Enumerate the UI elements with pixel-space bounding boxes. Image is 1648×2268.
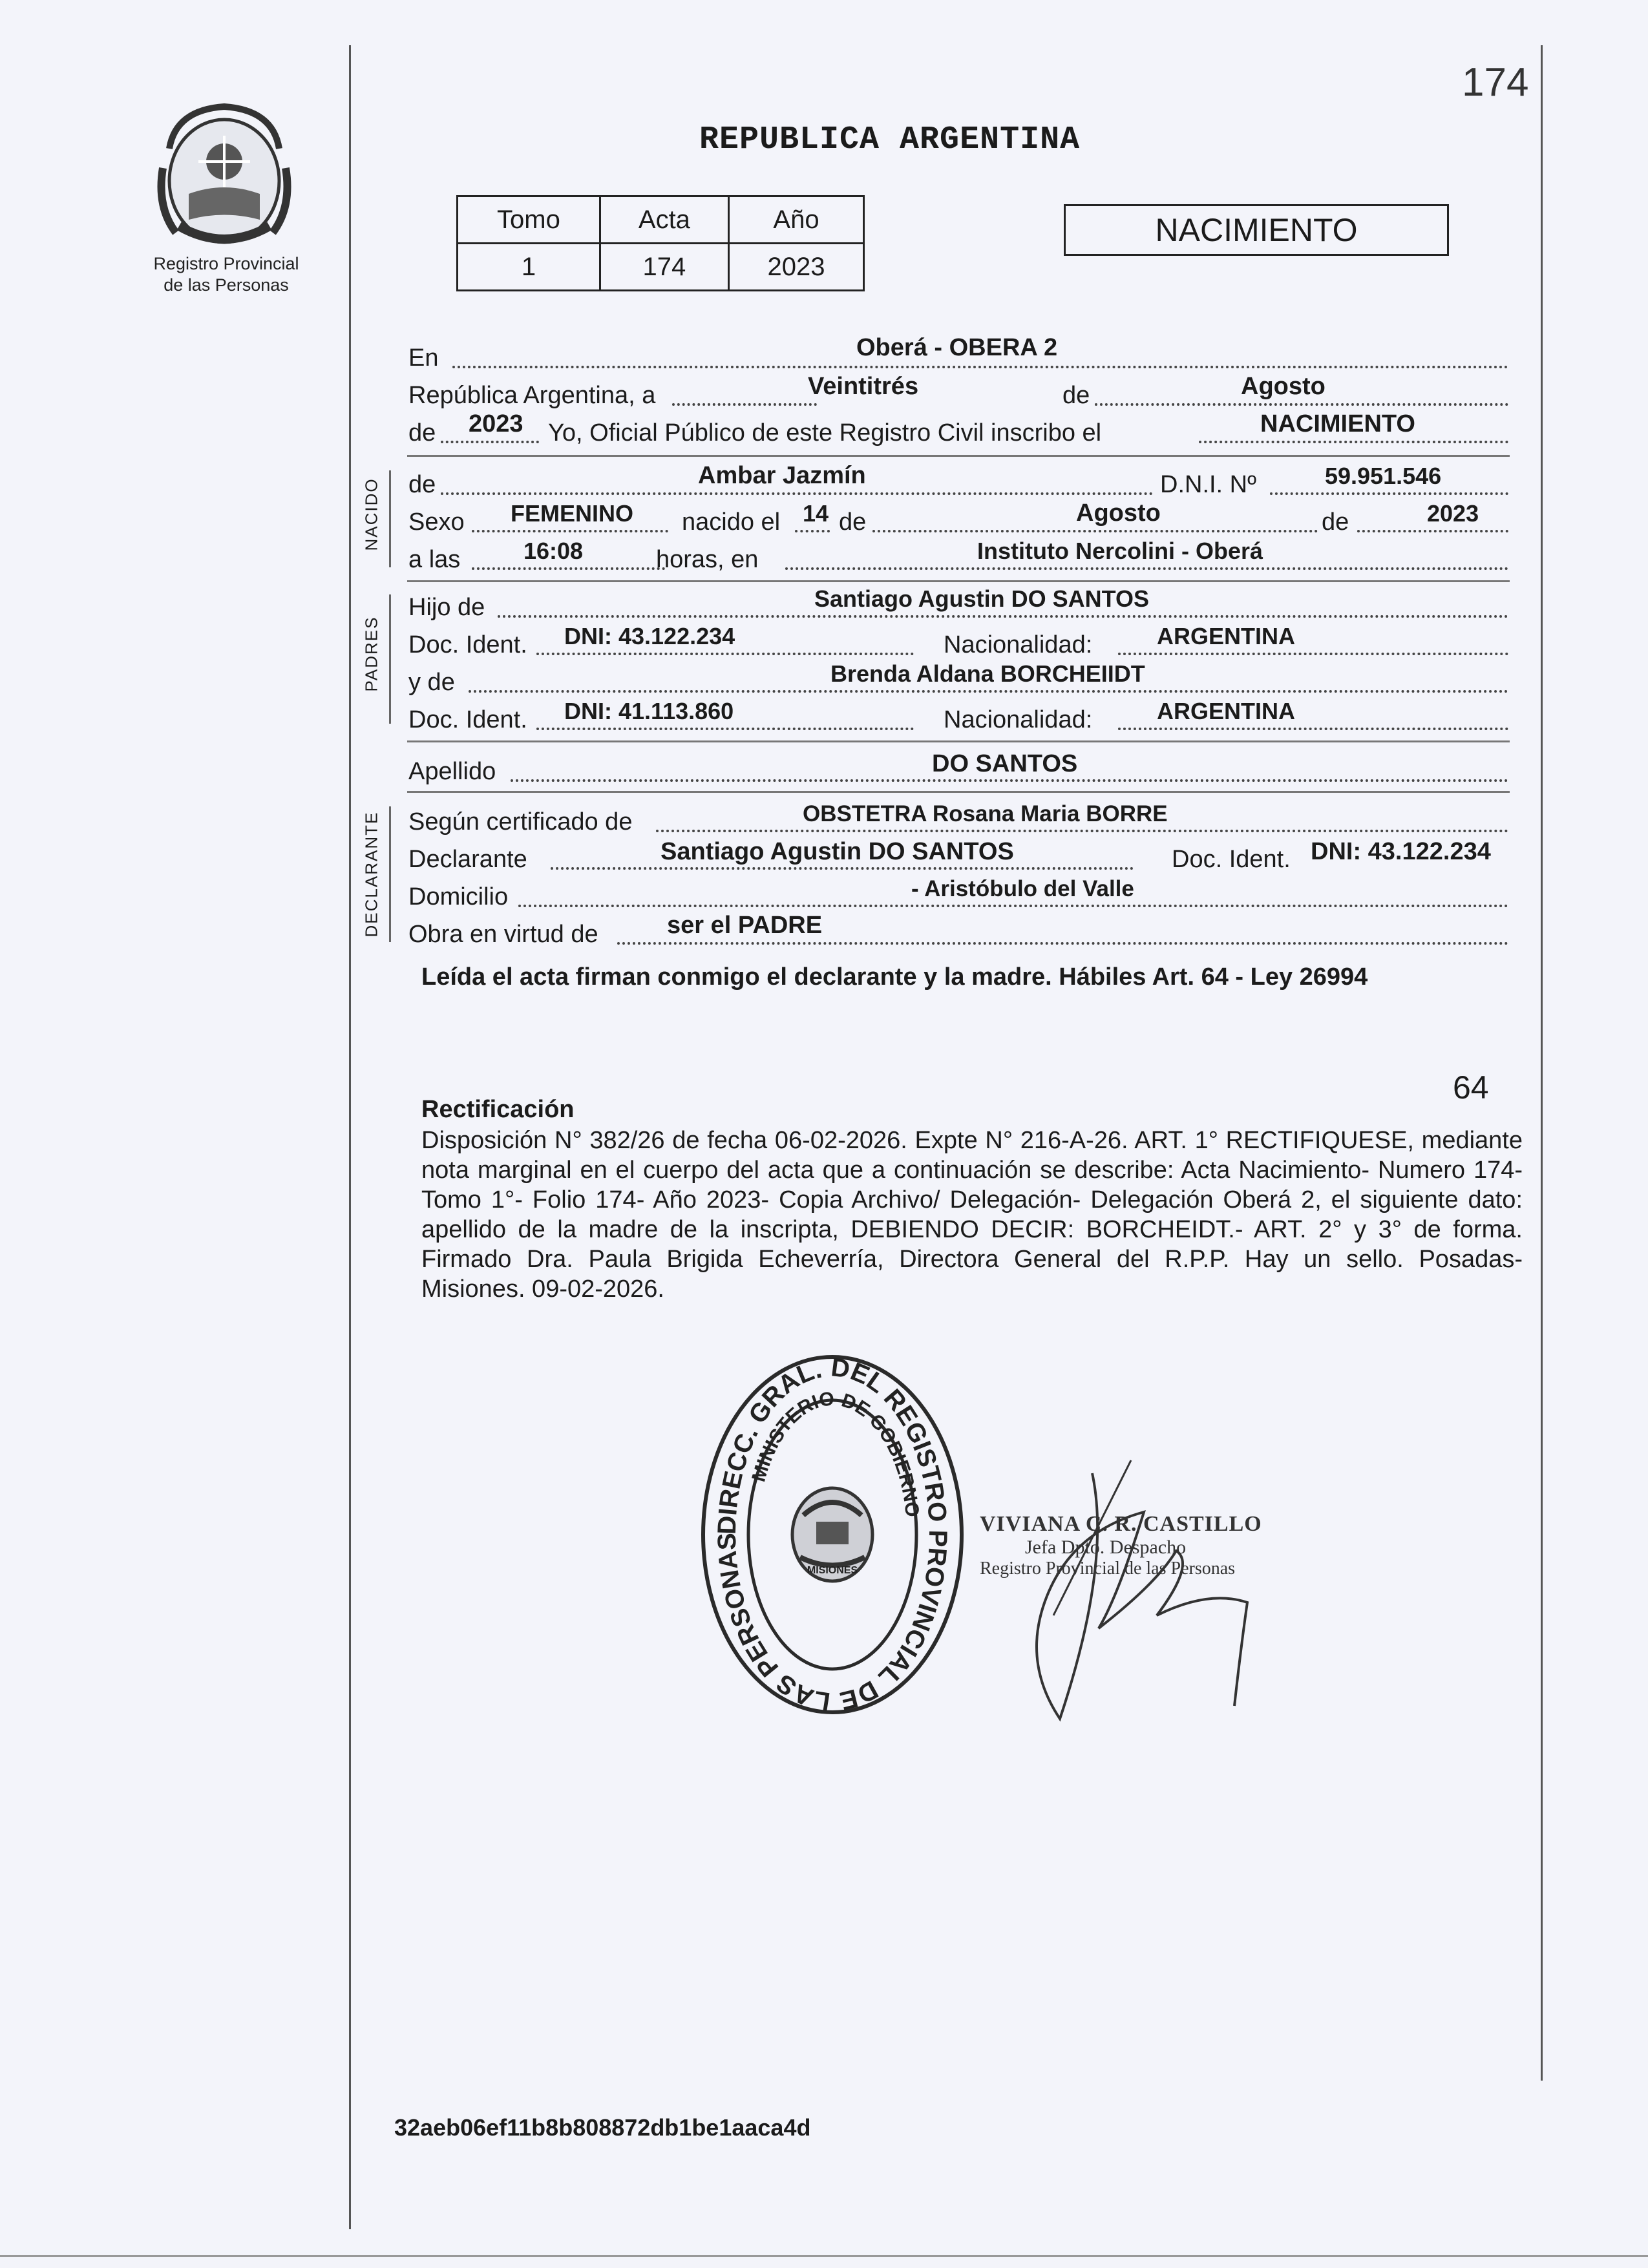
record-type-box: NACIMIENTO <box>1064 204 1449 256</box>
official-seal <box>697 1350 968 1719</box>
row-apellido <box>407 750 1508 788</box>
mother-doc-label: Doc. Ident. <box>408 706 527 733</box>
record-table-header-row <box>458 196 864 244</box>
declarante-section-label: DECLARANTE <box>361 811 381 938</box>
section-divider <box>407 740 1510 742</box>
nacido-de-label: de <box>408 471 436 498</box>
section-divider <box>407 791 1510 793</box>
dots <box>1095 403 1508 406</box>
horas-label: horas, en <box>656 546 759 573</box>
mother-doc: DNI: 41.113.860 <box>564 698 734 724</box>
dom-value: - Aristóbulo del Valle <box>911 876 1134 901</box>
dots <box>785 567 1508 570</box>
header-tomo: Tomo <box>458 196 600 244</box>
nacido-el-label: nacido el <box>682 509 781 536</box>
dots <box>536 653 914 655</box>
year-value: 2023 <box>469 410 523 437</box>
birth-place: Instituto Nercolini - Oberá <box>977 538 1263 564</box>
dots <box>472 567 665 570</box>
alas-label: a las <box>408 546 461 573</box>
apellido-value: DO SANTOS <box>932 750 1078 777</box>
child-name: Ambar Jazmín <box>698 462 866 489</box>
decl-doc-label: Doc. Ident. <box>1172 846 1291 873</box>
dots <box>536 728 914 730</box>
dots <box>1270 492 1508 495</box>
nacido-section-label: NACIDO <box>361 478 381 551</box>
dots <box>1118 728 1508 730</box>
rectification-text: Disposición N° 382/26 de fecha 06-02-2026. Expte N° 216-A-26. ART. 1° RECTIFIQUESE, mediante nota marginal en el cuerpo del acta que a continuación se describe: Acta Nacimiento- Numero 174- Tomo 1°- Folio 174- Año 2023- Copia Archivo/ Delegación- Delegación Oberá 2, el siguiente dato: apellido de la madre de la inscripta, DEBIENDO DECIR: BORCHEIDT.- ART. 2° y 3° de forma. Firmado Dra. Paula Brigida Echeverría, Directora General del R.P.P. Hay un sello. Posadas- Misiones. 09-02-2026. <box>421 1127 1523 1303</box>
row-declarante <box>407 837 1508 876</box>
closing-note: Leída el acta firman conmigo el declarante y la madre. Hábiles Art. 64 - Ley 26994 <box>421 963 1368 991</box>
header-acta: Acta <box>600 196 728 244</box>
page-title: REPUBLICA ARGENTINA <box>699 121 1081 158</box>
record-table <box>456 195 865 291</box>
en-label: En <box>408 344 439 372</box>
signature-scribble-icon <box>963 1434 1286 1732</box>
row-hora <box>407 538 1508 576</box>
decl-doc: DNI: 43.122.234 <box>1311 838 1491 865</box>
yde-label: y de <box>408 669 455 696</box>
father-nat-label: Nacionalidad: <box>944 631 1093 658</box>
dots <box>441 492 1153 495</box>
en-value: Oberá - OBERA 2 <box>856 334 1058 361</box>
official-role: Jefa Dpto. Despacho <box>1025 1537 1187 1558</box>
sexo-label: Sexo <box>408 509 465 536</box>
cert-value: OBSTETRA Rosana Maria BORRE <box>803 801 1168 826</box>
official-name: VIVIANA C. R. CASTILLO <box>980 1512 1262 1536</box>
dots <box>672 403 817 406</box>
section-divider <box>407 455 1510 457</box>
section-bracket <box>389 594 391 724</box>
father-doc-label: Doc. Ident. <box>408 631 527 658</box>
decl-label: Declarante <box>408 846 527 873</box>
dots <box>795 530 830 532</box>
dom-label: Domicilio <box>408 883 509 910</box>
dots <box>656 830 1508 832</box>
obra-label: Obra en virtud de <box>408 921 598 948</box>
seal-inner-text: MINISTERIO DE GOBIERNO <box>748 1388 924 1518</box>
rep-label: República Argentina, a <box>408 382 656 409</box>
value-anio: 2023 <box>728 244 863 291</box>
father-nat: ARGENTINA <box>1157 623 1295 649</box>
record-table-value-row <box>458 244 864 291</box>
birth-year: 2023 <box>1427 500 1479 527</box>
dots <box>441 441 539 443</box>
registry-name <box>129 253 323 296</box>
day-de-label: de <box>839 509 867 536</box>
row-madre-doc <box>407 698 1508 737</box>
row-padre <box>407 585 1508 624</box>
dots <box>1199 441 1508 443</box>
dots <box>617 942 1508 945</box>
dots <box>469 690 1508 693</box>
obra-value: ser el PADRE <box>667 912 823 939</box>
official-office: Registro Provincial de las Personas <box>980 1559 1236 1579</box>
dots <box>1118 653 1508 655</box>
sexo-value: FEMENINO <box>511 500 634 527</box>
dots <box>472 530 668 532</box>
inscribo-label: Yo, Oficial Público de este Registro Civil inscribo el <box>548 419 1102 446</box>
document-hash: 32aeb06ef11b8b808872db1be1aaca4d <box>394 2114 811 2141</box>
father-doc: DNI: 43.122.234 <box>564 623 735 649</box>
cert-label: Según certificado de <box>408 808 633 835</box>
dots <box>1357 530 1508 532</box>
registry-name-line1: Registro Provincial <box>153 254 299 273</box>
row-padre-doc <box>407 623 1508 662</box>
mother-nat-label: Nacionalidad: <box>944 706 1093 733</box>
row-nombre <box>407 463 1508 501</box>
apellido-label: Apellido <box>408 758 496 785</box>
dots <box>872 530 1318 532</box>
registry-name-line2: de las Personas <box>164 275 289 295</box>
birth-time: 16:08 <box>523 538 584 564</box>
row-sexo <box>407 500 1508 539</box>
month-de-label: de <box>1322 509 1349 536</box>
left-margin-line <box>349 45 351 2229</box>
registry-logo <box>150 97 299 252</box>
coat-of-arms-icon <box>150 97 299 252</box>
seal-outer-text: DIRECC. GRAL. DEL REGISTRO PROVINCIAL DE LAS PERSONAS <box>712 1353 953 1716</box>
row-obra <box>407 912 1508 951</box>
birth-month: Agosto <box>1076 499 1161 527</box>
inscribo-value: NACIMIENTO <box>1260 410 1415 437</box>
rep-de-label: de <box>1062 382 1090 409</box>
rectification-title: Rectificación <box>421 1096 575 1123</box>
signature <box>963 1434 1286 1732</box>
dots <box>452 366 1508 368</box>
father-name: Santiago Agustin DO SANTOS <box>814 585 1150 612</box>
hijo-label: Hijo de <box>408 594 485 621</box>
bottom-line <box>0 2255 1648 2257</box>
row-en <box>407 336 1508 375</box>
rep-month: Agosto <box>1241 373 1326 400</box>
value-tomo: 1 <box>458 244 600 291</box>
birth-day: 14 <box>803 500 829 527</box>
dni-label: D.N.I. Nº <box>1160 471 1256 498</box>
dots <box>518 905 1508 907</box>
value-acta: 174 <box>600 244 728 291</box>
row-certificado <box>407 800 1508 839</box>
dots <box>551 867 1134 870</box>
row-madre <box>407 660 1508 699</box>
mother-name: Brenda Aldana BORCHEIIDT <box>830 660 1145 687</box>
rep-day: Veintitrés <box>808 373 919 400</box>
right-margin-line <box>1541 45 1543 2081</box>
year-label: de <box>408 419 436 446</box>
child-dni: 59.951.546 <box>1325 463 1442 489</box>
padres-section-label: PADRES <box>361 616 381 692</box>
decl-value: Santiago Agustin DO SANTOS <box>660 838 1014 865</box>
page-number: 174 <box>1462 60 1529 105</box>
section-bracket <box>389 806 391 942</box>
seal-stamp-icon <box>697 1350 968 1719</box>
header-anio: Año <box>728 196 863 244</box>
row-republica <box>407 373 1508 412</box>
mother-nat: ARGENTINA <box>1157 698 1295 724</box>
seal-emblem-text: MISIONES <box>807 1565 858 1576</box>
row-year <box>407 411 1508 450</box>
dots <box>511 779 1508 782</box>
rectification-number: 64 <box>1453 1069 1489 1106</box>
row-domicilio <box>407 875 1508 914</box>
section-divider <box>407 580 1510 582</box>
dots <box>498 615 1508 618</box>
section-bracket <box>389 470 391 567</box>
